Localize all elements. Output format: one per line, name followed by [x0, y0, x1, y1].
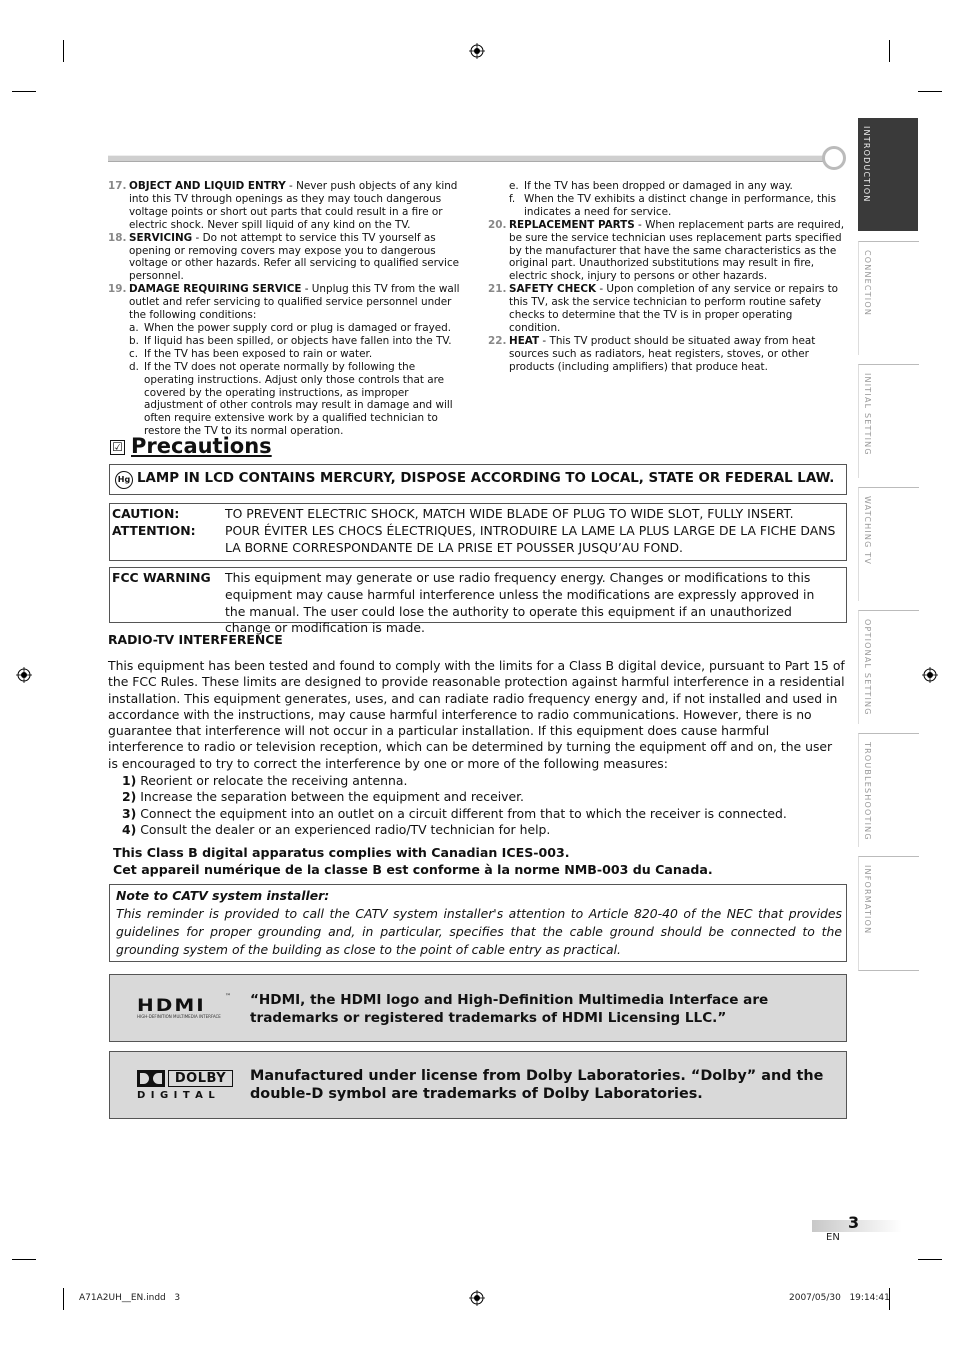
sub-item-letter: d. — [129, 360, 139, 373]
crop-mark — [918, 1259, 942, 1260]
item-text: - When replacement parts are required, be sure the service technician uses replacement parts specified by the manufacturer that have the same characteristics as the original part. Unauthorized substitutions may result in fire, electric shock, injury to persons or other hazards. — [509, 218, 845, 283]
item-text: - Never push objects of any kind into this TV through openings as they may touch dangerous voltage points or short out parts that could result in a fire or electric shock. Never spill liquid of any kind on the TV. — [129, 180, 458, 231]
dolby-logo-text: DOLBY — [168, 1070, 233, 1087]
sidebar-tab-initial-setting[interactable] — [858, 364, 919, 478]
header-rule — [108, 155, 826, 162]
dolby-trademark-text: Manufactured under license from Dolby Laboratories. “Dolby” and the double-D symbol are trademarks of Dolby Laboratories. — [250, 1068, 824, 1102]
crop-mark — [12, 91, 36, 92]
caution-box — [109, 503, 847, 561]
item-number: 22. — [488, 334, 507, 347]
sub-item-text: If liquid has been spilled, or objects have fallen into the TV. — [144, 334, 452, 347]
section-title-text: Precautions — [131, 434, 272, 458]
sidebar-tab-label: OPTIONAL SETTING — [863, 619, 872, 716]
measure-number: 1) — [122, 773, 137, 788]
sidebar-tab-troubleshooting[interactable] — [858, 733, 919, 847]
item-number: 17. — [108, 180, 127, 192]
crop-mark — [63, 1288, 64, 1310]
list-item — [122, 822, 842, 838]
measure-number: 2) — [122, 789, 137, 805]
sidebar-tab-label: CONNECTION — [863, 250, 872, 317]
item-number: 20. — [488, 218, 507, 231]
list-item — [122, 789, 842, 805]
mercury-warning-text: LAMP IN LCD CONTAINS MERCURY, DISPOSE ACCORDING TO LOCAL, STATE OR FEDERAL LAW. — [137, 471, 835, 486]
mercury-hg-icon: Hg — [115, 471, 133, 489]
radio-heading: RADIO-TV INTERFERENCE — [108, 632, 283, 647]
catv-note-box — [109, 884, 847, 962]
list-item — [122, 806, 842, 822]
catv-note-text: This reminder is provided to call the CATV system installer's attention to Article 820-40 of the NEC that provides guidelines for proper grounding and, in particular, specifies that the cable ground should be connected to the grounding system of the building as close to the point of cable entry as practical. — [116, 906, 842, 957]
fcc-text: This equipment may generate or use radio frequency energy. Changes or modifications to this equipment may cause harmful interference unless the modifications are expressly approved in the manual. The user could lose the authority to operate this equipment if an unauthorized change or modification is made. — [225, 570, 815, 636]
sub-item-text: If the TV does not operate normally by following the operating instructions. Adjust only those controls that are covered by the operating instructions, as improper adjustment of other controls may result in damage and will often require extensive work by a qualified technician to restore the TV to its normal operation. — [144, 360, 453, 438]
list-item — [108, 283, 468, 322]
dolby-logo — [137, 1068, 235, 1102]
fcc-label: FCC WARNING — [112, 570, 211, 585]
sub-item-text: If the TV has been exposed to rain or water. — [144, 347, 373, 360]
sub-item-text: When the TV exhibits a distinct change in performance, this indicates a need for service. — [524, 192, 836, 218]
hdmi-logo-text: HDMI — [137, 994, 206, 1016]
sub-item-letter: e. — [509, 180, 519, 192]
item-heading: HEAT — [509, 334, 540, 347]
checkbox-icon: ☑ — [110, 440, 125, 455]
fcc-warning-box — [109, 567, 847, 636]
dolby-trademark-box — [109, 1051, 847, 1119]
list-item — [122, 773, 842, 789]
sidebar-tab-connection[interactable] — [858, 241, 919, 355]
radio-text: This equipment has been tested and found to comply with the limits for a Class B digital device, pursuant to Part 15 of the FCC Rules. These limits are designed to provide reasonable protection against harmful interference in a residential installation. This equipment generates, uses, and can radiate radio frequency energy and, if not installed and used in accordance with the instructions, may cause harmful interference to radio communications. However, there is no guarantee that interference will not occur in a particular installation. If this equipment does cause harmful interference to radio or television reception, which can be determined by turning the equipment off and on, the user is encouraged to try to correct the interference by one or more of the following measures: — [108, 658, 845, 771]
page-number: 3 — [848, 1213, 860, 1232]
registration-mark-icon — [16, 667, 32, 683]
item-heading: REPLACEMENT PARTS — [509, 218, 635, 231]
sub-item — [108, 335, 468, 348]
measure-number: 3) — [122, 805, 137, 821]
list-item — [108, 180, 468, 232]
section-title — [131, 434, 272, 458]
crop-mark — [63, 40, 64, 62]
item-text: - Upon completion of any service or repairs to this TV, ask the service technician to perform routine safety checks to determine that the TV is in proper operating condition. — [509, 283, 839, 334]
caution-label: CAUTION: — [112, 506, 180, 521]
measures-list — [122, 773, 842, 838]
mercury-warning-box — [109, 464, 847, 495]
attention-label: ATTENTION: — [112, 523, 196, 538]
sidebar-tab-label: TROUBLESHOOTING — [863, 742, 872, 841]
hdmi-logo — [137, 993, 232, 1021]
item-heading: DAMAGE REQUIRING SERVICE — [129, 283, 302, 296]
item-number: 18. — [108, 231, 127, 244]
sub-item — [488, 180, 846, 193]
crop-mark — [889, 40, 890, 62]
sidebar-tab-label: WATCHING TV — [863, 496, 872, 565]
measure-text: Consult the dealer or an experienced radio/TV technician for help. — [136, 821, 551, 837]
measure-text: Reorient or relocate the receiving antenna. — [136, 773, 408, 788]
hdmi-tm: ™ — [225, 993, 231, 1000]
language-code: EN — [826, 1232, 840, 1243]
list-item — [108, 232, 468, 284]
item-text: - Unplug this TV from the wall outlet and refer servicing to qualified service personnel under the following conditions: — [129, 283, 460, 322]
header-rule-endcap — [822, 146, 846, 170]
hdmi-tagline: HIGH-DEFINITION MULTIMEDIA INTERFACE — [137, 1014, 221, 1019]
sub-item-letter: b. — [129, 334, 139, 347]
item-text: - This TV product should be situated away from heat sources such as radiators, heat registers, stoves, or other products (including amplifiers) that produce heat. — [509, 334, 816, 373]
sidebar-tab-label: INFORMATION — [863, 865, 872, 935]
sidebar-tab-label: INITIAL SETTING — [863, 373, 872, 456]
item-heading: SAFETY CHECK — [509, 283, 597, 296]
sub-item-text: When the power supply cord or plug is damaged or frayed. — [144, 321, 452, 334]
canada-compliance-en: This Class B digital apparatus complies with Canadian ICES-003. — [113, 845, 570, 860]
sub-item — [108, 361, 468, 438]
catv-note-title: Note to CATV system installer: — [116, 888, 330, 903]
sidebar-tab-introduction[interactable] — [858, 118, 918, 231]
right-column — [488, 180, 846, 374]
dolby-digital-text: D I G I T A L — [137, 1090, 216, 1101]
hdmi-trademark-text: “HDMI, the HDMI logo and High-Definition Multimedia Interface are trademarks or registered trademarks of HDMI Licensing LLC.” — [250, 992, 769, 1026]
sub-item-text: If the TV has been dropped or damaged in any way. — [524, 180, 793, 192]
measure-number: 4) — [122, 821, 137, 837]
list-item — [488, 283, 846, 335]
canada-compliance-fr: Cet appareil numérique de la classe B est conforme à la norme NMB-003 du Canada. — [113, 862, 713, 877]
crop-mark — [12, 1259, 36, 1260]
registration-mark-icon — [469, 43, 485, 59]
double-d-icon — [137, 1070, 165, 1087]
measure-text: Increase the separation between the equipment and receiver. — [136, 789, 524, 805]
hdmi-trademark-box — [109, 974, 847, 1042]
sub-item-letter: a. — [129, 321, 139, 334]
print-date: 2007/05/30 19:14:41 — [789, 1293, 890, 1303]
caution-text: TO PREVENT ELECTRIC SHOCK, MATCH WIDE BLADE OF PLUG TO WIDE SLOT, FULLY INSERT. — [225, 506, 794, 521]
item-heading: OBJECT AND LIQUID ENTRY — [129, 180, 286, 192]
item-text: - Do not attempt to service this TV yourself as opening or removing covers may expose you to dangerous voltage or other hazards. Refer all servicing to qualified service personnel. — [129, 231, 460, 283]
registration-mark-icon — [469, 1290, 485, 1306]
item-heading: SERVICING — [129, 231, 193, 244]
item-number: 19. — [108, 283, 127, 296]
list-item — [488, 335, 846, 374]
left-column — [108, 180, 468, 438]
attention-text: POUR ÉVITER LES CHOCS ÉLECTRIQUES, INTRODUIRE LA LAME LA PLUS LARGE DE LA FICHE DANS LA BORNE CORRESPONDANTE DE LA PRISE ET POUSSER JUSQU’AU FOND. — [225, 523, 836, 555]
registration-mark-icon — [922, 667, 938, 683]
crop-mark — [918, 91, 942, 92]
item-number: 21. — [488, 283, 507, 296]
sidebar-tab-label: INTRODUCTION — [862, 126, 871, 203]
sub-item — [108, 322, 468, 335]
measure-text: Connect the equipment into an outlet on a circuit different from that to which the receiver is connected. — [136, 805, 787, 821]
sub-item-letter: f. — [509, 192, 516, 205]
sidebar-tab-watching-tv[interactable] — [858, 487, 919, 601]
sidebar-tab-optional-setting[interactable] — [858, 610, 919, 724]
sub-item — [108, 348, 468, 361]
sub-item — [488, 193, 846, 219]
file-name: A71A2UH__EN.indd 3 — [79, 1293, 181, 1303]
sidebar-tab-information[interactable] — [858, 856, 919, 971]
sub-item-letter: c. — [129, 347, 139, 360]
list-item — [488, 219, 846, 284]
